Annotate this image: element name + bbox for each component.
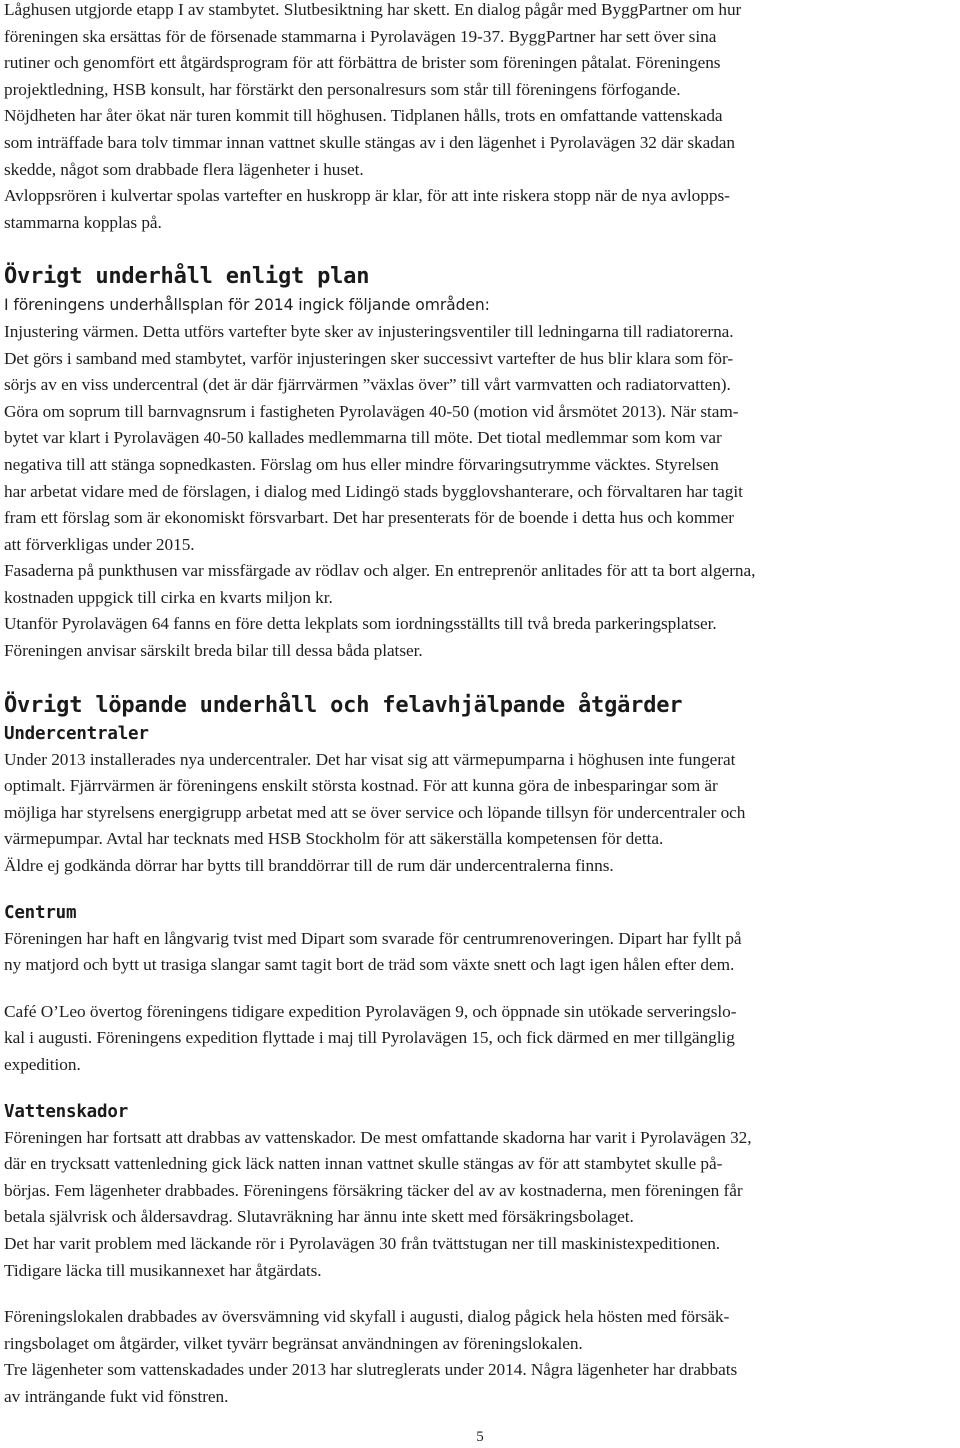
vattenskador-paragraph-4: Tre lägenheter som vattenskadades under 2013 har slutreglerats under 2014. Några lägenheter har drabbats av inträngande fukt vid fönstren. — [4, 1360, 738, 1406]
subheading-centrum: Centrum — [4, 902, 77, 923]
subheading-undercentraler: Undercentraler — [4, 723, 149, 744]
vattenskador-paragraph-3: Föreningslokalen drabbades av översvämning vid skyfall i augusti, dialog pågick hela hösten med försäk- ringsbolaget om åtgärder, vilket tyvärr begränsat användningen av föreningslokalen. — [4, 1307, 730, 1353]
page-number: 5 — [476, 1429, 484, 1445]
undercentraler-paragraph-2: Äldre ej godkända dörrar har bytts till branddörrar till de rum där undercentralerna finns. — [4, 856, 614, 876]
undercentraler-paragraph-1: Under 2013 installerades nya undercentraler. Det har visat sig att värmepumparna i höghusen inte fungerat optimalt. Fjärrvärmen är föreningens enskilt största kostnad. För att kunna göra de inbesparingar som är möjliga har styrelsens energigrupp arbetat med att se över service och löpande tillsyn för undercentraler och värmepumpar. Avtal har tecknats med HSB Stockholm för att säkerställa kompetensen för detta. — [4, 749, 746, 849]
plan-paragraph-1: Injustering värmen. Detta utförs vartefter byte sker av injusteringsventiler till ledningarna till radiatorerna. Det görs i samband med stambytet, varför injusteringen sker successivt vartefter de hus blir klara som för- sörjs av en viss undercentral (det är där fjärrvärmen ”växlas över” till vårt varmvatten och radiatorvatten). Göra om soprum till barnvagnsrum i fastigheten Pyrolavägen 40-50 (motion vid årsmötet 2013). När stam- bytet var klart i Pyrolavägen 40-50 kallades medlemmarna till möte. Det tiotal medlemmar som kom var negativa till att stänga sopnedkasten. Förslag om hus eller mindre förvaringsutrymme väcktes. Styrelsen har arbetat vidare med de förslagen, i dialog med Lidingö stads bygglovshanterare, och förvaltaren har tagit fram ett förslag som är ekonomiskt försvarbart. Det har presenterats för de boende i detta hus och kommer att förverkligas under 2015. — [4, 321, 743, 554]
plan-paragraph-3: Utanför Pyrolavägen 64 fanns en före detta lekplats som iordningsställts till två breda parkeringsplatser. Föreningen anvisar särskilt breda bilar till dessa båda platser. — [4, 614, 717, 661]
section-heading-ongoing: Övrigt löpande underhåll och felavhjälpande åtgärder — [4, 692, 683, 718]
vattenskador-paragraph-2: Det har varit problem med läckande rör i Pyrolavägen 30 från tvättstugan ner till maskinistexpeditionen. Tidigare läcka till musikannexet har åtgärdats. — [4, 1233, 721, 1280]
plan-lead: I föreningens underhållsplan för 2014 ingick följande områden: — [4, 296, 490, 315]
centrum-paragraph-2: Café O’Leo övertog föreningens tidigare expedition Pyrolavägen 9, och öppnade sin utökade serveringslo- kal i augusti. Föreningens expedition flyttade i maj till Pyrolavägen 15, och fick därmed en mer tillgänglig expedition. — [4, 1001, 737, 1074]
intro-paragraph-1: Låghusen utgjorde etapp I av stambytet. Slutbesiktning har skett. En dialog pågår med ByggPartner om hur föreningen ska ersättas för de försenade stammarna i Pyrolavägen 19-37. ByggPartner har sett över sina rutiner och genomfört ett åtgärdsprogram för att förbättra de brister som föreningen påtalat. Föreningens projektledning, HSB konsult, har förstärkt den personalresurs som står till föreningens förfogande. Nöjdheten har åter ökat när turen kommit till höghusen. Tidplanen hålls, trots en omfattande vattenskada som inträffade bara tolv timmar innan vattnet skulle stängas av i den lägenhet i Pyrolavägen 32 där skadan skedde, något som drabbade flera lägenheter i huset. — [4, 0, 742, 179]
plan-paragraph-2: Fasaderna på punkthusen var missfärgade av rödlav och alger. En entreprenör anlitades för att ta bort algerna, kostnaden uppgick till cirka en kvarts miljon kr. — [4, 561, 756, 607]
intro-paragraph-2: Avloppsrören i kulvertar spolas vartefter en huskropp är klar, för att inte riskera stopp när de nya avlopps- stammarna kopplas på. — [4, 186, 730, 232]
centrum-paragraph-1: Föreningen har haft en långvarig tvist med Dipart som svarade för centrumrenoveringen. Dipart har fyllt på ny matjord och bytt ut trasiga slangar samt tagit bort de träd som växte snett och lagt igen hålen efter dem. — [4, 928, 742, 975]
subheading-vattenskador: Vattenskador — [4, 1101, 129, 1122]
section-heading-plan: Övrigt underhåll enligt plan — [4, 264, 370, 290]
vattenskador-paragraph-1: Föreningen har fortsatt att drabbas av vattenskador. De mest omfattande skadorna har varit i Pyrolavägen 32, där en trycksatt vattenledning gick läck natten innan vattnet skulle stängas av för att stambytet skulle på- börjas. Fem lägenheter drabbades. Föreningens försäkring täcker del av av kostnaderna, men föreningen får betala självrisk och åldersavdrag. Slutavräkning har ännu inte skett med försäkringsbolaget. — [4, 1127, 752, 1227]
document-page — [4, 0, 956, 1411]
